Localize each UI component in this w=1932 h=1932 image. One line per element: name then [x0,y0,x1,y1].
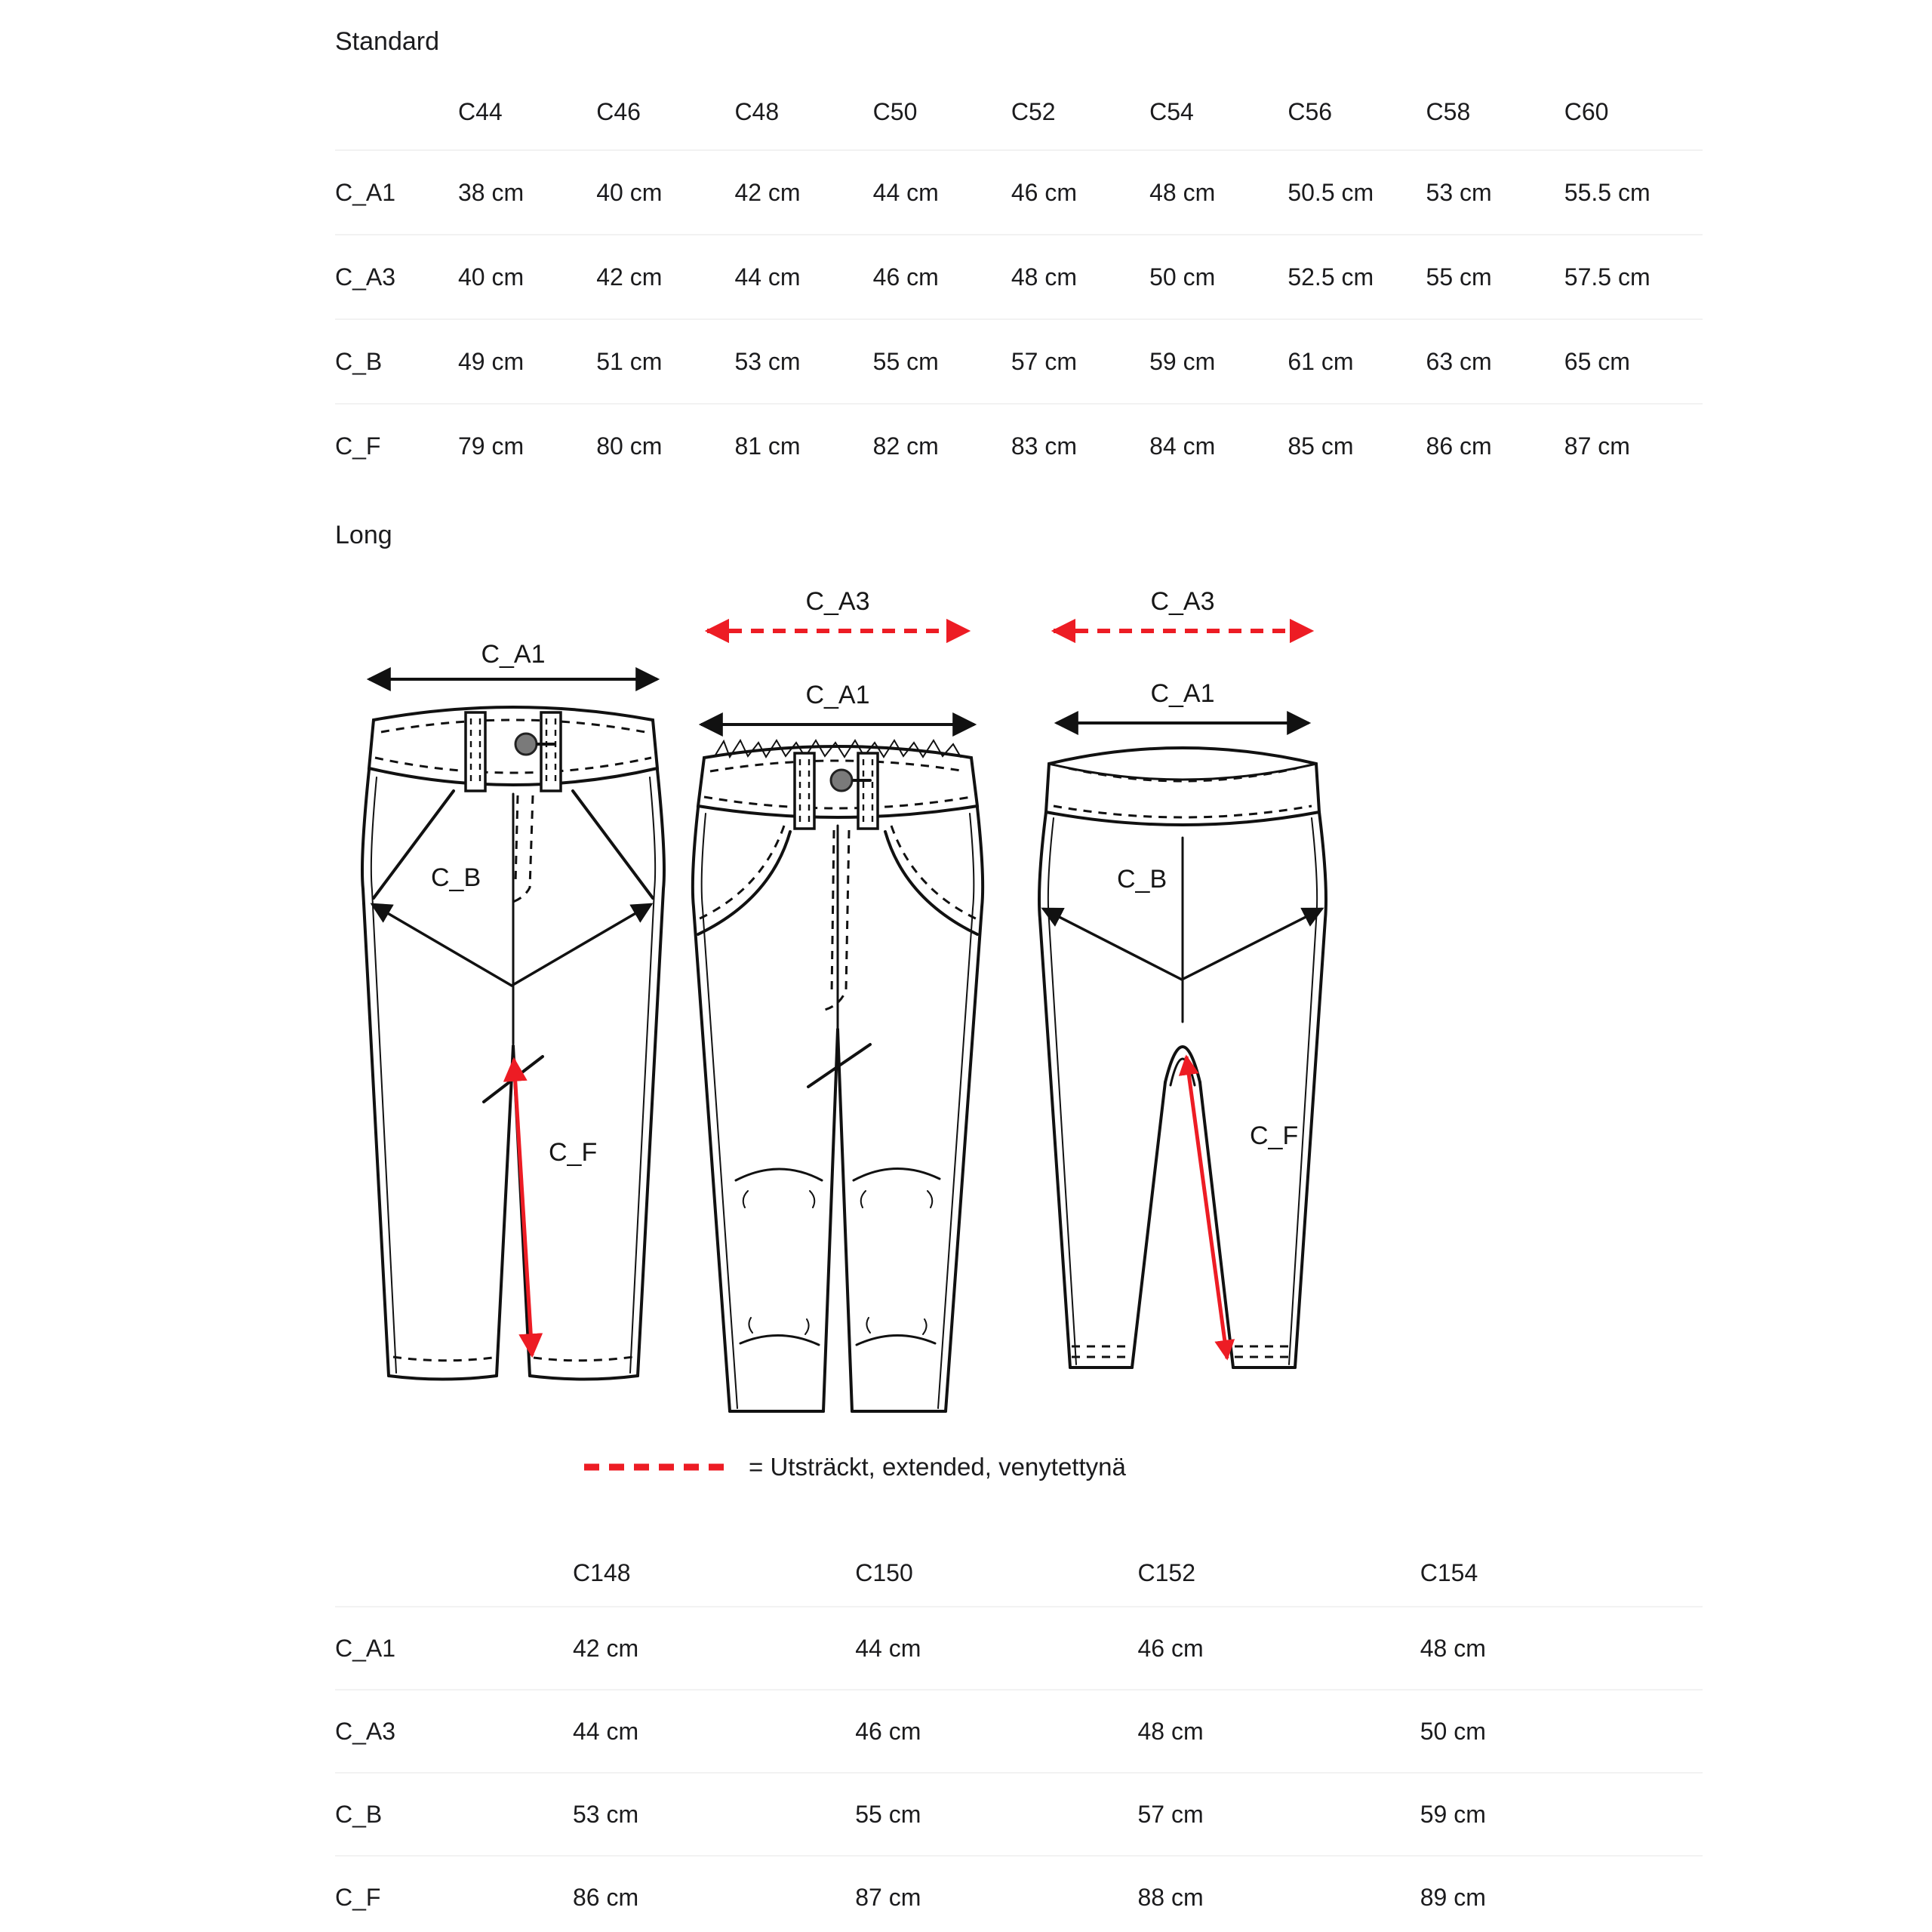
cell: 48 cm [1011,263,1078,291]
knee-patch-hooks [743,1191,815,1334]
left-pocket-curve [698,832,790,934]
belt-loop [541,712,561,791]
belt-loop [466,712,485,791]
knee-patch [857,1335,935,1345]
cell: 55 cm [1426,263,1492,291]
cell: 87 cm [855,1883,921,1911]
cell: 46 cm [1137,1634,1204,1662]
cell: 86 cm [1426,432,1492,460]
table-row [335,149,1703,234]
cell: 80 cm [596,432,663,460]
row-label: C_F [335,432,381,460]
cell: 42 cm [573,1634,639,1662]
knee-patch-hooks [861,1191,933,1334]
cell: 50.5 cm [1287,178,1374,206]
long-size-table [335,1540,1703,1932]
cell: 51 cm [596,347,663,375]
column-header-c46: C46 [596,97,641,125]
ca1-measure-label: C_A1 [481,640,546,669]
crotch-notch [1165,1047,1200,1082]
table-row [335,403,1703,488]
red-dashed-line-icon [581,1461,732,1473]
column-header-c52: C52 [1011,97,1056,125]
column-header-c148: C148 [573,1558,631,1586]
column-header-c60: C60 [1564,97,1609,125]
cell: 83 cm [1011,432,1078,460]
left-inseam [497,1046,513,1376]
row-label: C_A1 [335,178,396,206]
legend-text: = Utsträckt, extended, venytettynä [749,1453,1126,1481]
right-pocket-line [573,791,653,898]
left-hem [389,1376,497,1380]
right-hem [530,1376,638,1380]
cell: 87 cm [1564,432,1630,460]
cell: 52.5 cm [1287,263,1374,291]
fly-stitch [832,830,834,994]
table-row [335,318,1703,403]
cf-arrow [1186,1057,1227,1358]
table-row [335,1689,1703,1772]
standard-size-table [335,74,1703,488]
cb-measure-label: C_B [431,863,481,892]
cell: 50 cm [1149,263,1216,291]
table-row [335,1606,1703,1689]
cell: 44 cm [855,1634,921,1662]
cell: 44 cm [734,263,801,291]
cell: 38 cm [458,178,525,206]
cell: 48 cm [1420,1634,1486,1662]
cell: 42 cm [734,178,801,206]
waistband [1046,748,1319,825]
cell: 53 cm [573,1800,639,1828]
cell: 79 cm [458,432,525,460]
ankle-cuff-stitch [1072,1346,1294,1357]
trousers-front-diagram [351,632,675,1421]
ca3-measure-label: C_A3 [1150,587,1215,616]
cell: 55.5 cm [1564,178,1651,206]
cell: 46 cm [855,1717,921,1745]
cell: 49 cm [458,347,525,375]
column-header-c152: C152 [1137,1558,1195,1586]
cell: 85 cm [1287,432,1354,460]
cell: 53 cm [1426,178,1492,206]
cell: 40 cm [458,263,525,291]
cell: 89 cm [1420,1883,1486,1911]
left-inseam [1132,1082,1165,1367]
leggings-front-diagram [1026,583,1340,1417]
knee-patch [740,1335,819,1345]
ca1-measure-label: C_A1 [1150,679,1215,708]
column-header-c54: C54 [1149,97,1194,125]
cell: 82 cm [872,432,939,460]
table-row [335,1772,1703,1855]
right-inseam [1200,1082,1233,1367]
table-row [335,234,1703,318]
column-header-c50: C50 [872,97,918,125]
left-hem-stitch [393,1357,493,1361]
column-header-c150: C150 [855,1558,913,1586]
row-label: C_F [335,1883,381,1911]
standard-table-header-row [335,74,1703,149]
long-section-title: Long [335,521,392,549]
cb-arrow [372,904,651,986]
cell: 65 cm [1564,347,1630,375]
row-label: C_A3 [335,1717,396,1745]
cf-arrow [514,1060,532,1355]
cell: 63 cm [1426,347,1492,375]
column-header-c48: C48 [734,97,780,125]
ca3-measure-label: C_A3 [805,587,870,616]
button-icon [515,734,537,755]
right-hem-stitch [534,1357,633,1361]
belt-loop [858,753,878,829]
knee-patch [854,1168,940,1180]
knee-patch [736,1169,822,1180]
cell: 40 cm [596,178,663,206]
cell: 59 cm [1420,1800,1486,1828]
row-label: C_A1 [335,1634,396,1662]
cell: 86 cm [573,1883,639,1911]
cf-measure-label: C_F [549,1138,598,1167]
cell: 48 cm [1137,1717,1204,1745]
right-outer-seam [946,808,983,1411]
right-inseam [838,1029,852,1411]
jeans-front-diagram [683,583,992,1443]
cell: 46 cm [872,263,939,291]
cell: 61 cm [1287,347,1354,375]
cell: 59 cm [1149,347,1216,375]
right-outer-seam [1295,812,1326,1367]
cell: 55 cm [855,1800,921,1828]
right-pocket-curve [885,832,977,934]
left-outer-seam [1039,812,1070,1367]
cell: 81 cm [734,432,801,460]
cell: 55 cm [872,347,939,375]
row-label: C_A3 [335,263,396,291]
button-icon [831,770,852,791]
cell: 44 cm [872,178,939,206]
cell: 50 cm [1420,1717,1486,1745]
cell: 53 cm [734,347,801,375]
cb-measure-label: C_B [1117,865,1168,894]
cell: 48 cm [1149,178,1216,206]
row-label: C_B [335,1800,383,1828]
left-inseam [823,1029,838,1411]
cell: 46 cm [1011,178,1078,206]
left-outer-seam [693,808,730,1411]
table-row [335,1855,1703,1932]
column-header-c58: C58 [1426,97,1471,125]
column-header-c56: C56 [1287,97,1333,125]
cell: 42 cm [596,263,663,291]
column-header-c44: C44 [458,97,503,125]
left-outer-seam [362,770,389,1376]
standard-section-title: Standard [335,27,439,56]
fly-stitch [515,795,518,883]
cell: 57 cm [1011,347,1078,375]
column-header-c154: C154 [1420,1558,1478,1586]
ca1-measure-label: C_A1 [805,681,870,709]
cf-measure-label: C_F [1250,1121,1299,1150]
cell: 57.5 cm [1564,263,1651,291]
cell: 84 cm [1149,432,1216,460]
legend [581,1443,1126,1491]
belt-loop [795,753,814,829]
long-table-header-row [335,1540,1703,1606]
cell: 57 cm [1137,1800,1204,1828]
cell: 44 cm [573,1717,639,1745]
row-label: C_B [335,347,383,375]
right-outer-seam [638,770,664,1376]
cell: 88 cm [1137,1883,1204,1911]
